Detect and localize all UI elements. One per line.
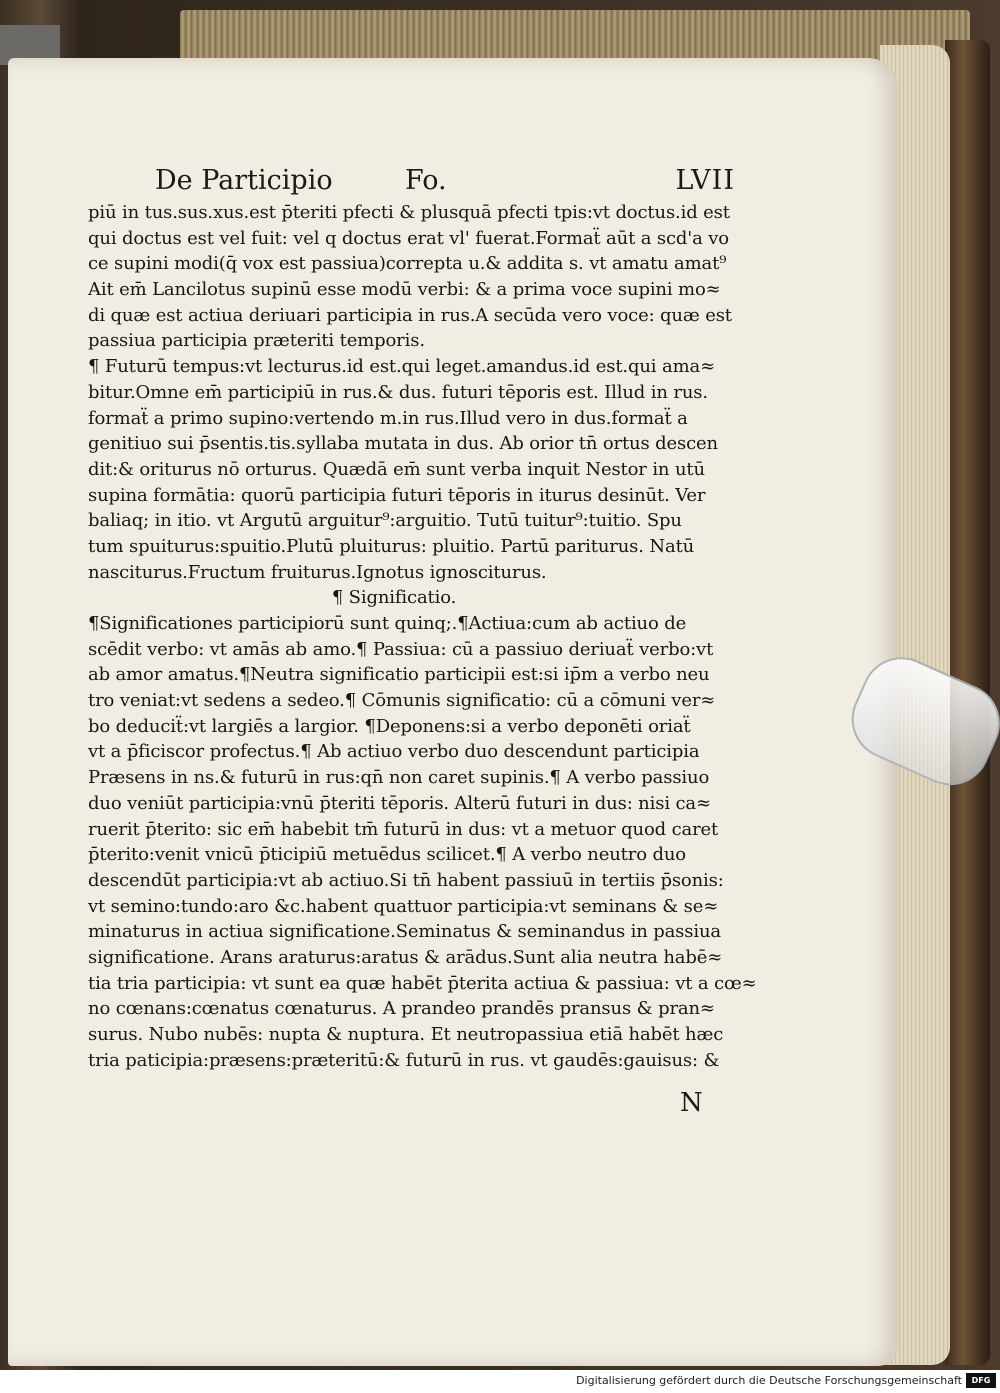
text-line: vt a p̄ficiscor profectus.¶ Ab actiuo verbo duo descendunt participia <box>88 741 700 763</box>
text-line: formaẗ a primo supino:vertendo m.in rus.Illud vero in dus.formaẗ a <box>88 407 688 429</box>
text-line: minaturus in actiua significatione.Seminatus & seminandus in passiua <box>88 921 721 943</box>
footer-credit: Digitalisierung gefördert durch die Deutsche Forschungsgemeinschaft <box>576 1374 962 1387</box>
header-folio-number: LVII <box>675 165 735 196</box>
text-line: qui doctus est vel fuit: vel q doctus erat vl' fuerat.Formaẗ aūt a scd'a vo <box>88 227 729 249</box>
section-heading: ¶ Significatio. <box>331 587 457 609</box>
text-line: duo veniūt participia:vnū p̄teriti tēporis. Alterū futuri in dus: nisi ca≈ <box>88 792 711 814</box>
signature-mark: N <box>680 1088 703 1118</box>
text-line: vt semino:tundo:aro &c.habent quattuor participia:vt seminans & se≈ <box>88 895 719 917</box>
text-line: significatione. Arans araturus:aratus & arādus.Sunt alia neutra habē≈ <box>88 946 723 968</box>
text-line: scēdit verbo: vt amās ab amo.¶ Passiua: cū a passiuo deriuaẗ verbo:vt <box>88 638 714 660</box>
text-line: ab amor amatus.¶Neutra significatio participii est:si ip̄m a verbo neu <box>88 664 710 686</box>
text-line: tum spuiturus:spuitio.Plutū pluiturus: pluitio. Partū pariturus. Natū <box>88 535 695 557</box>
text-line: ¶ Futurū tempus:vt lecturus.id est.qui leget.amandus.id est.qui ama≈ <box>88 356 715 378</box>
text-line: dit:& oriturus nō orturus. Quædā em̄ sunt verba inquit Nestor in utū <box>88 458 705 480</box>
text-line: descendūt participia:vt ab actiuo.Si tn̄ habent passiuū in tertiis p̄sonis: <box>88 869 724 891</box>
text-line: genitiuo sui p̄sentis.tis.syllaba mutata in dus. Ab orior tn̄ ortus descen <box>88 433 719 455</box>
text-line: ce supini modi(q̄ vox est passiua)correpta u.& addita s. vt amatu amat⁹ <box>88 253 727 275</box>
text-line: surus. Nubo nubēs: nupta & nuptura. Et neutropassiua etiā habēt hæc <box>88 1024 724 1045</box>
text-line: tia tria participia: vt sunt ea quæ habēt p̄terita actiua & passiua: vt a cœ≈ <box>88 972 757 994</box>
text-line: passiua participia præteriti temporis. <box>88 330 425 352</box>
text-line: nasciturus.Fructum fruiturus.Ignotus ignosciturus. <box>88 561 547 583</box>
running-header <box>155 165 735 205</box>
text-line: Ait em̄ Lancilotus supinū esse modū verbi: & a prima voce supini mo≈ <box>88 279 721 301</box>
text-line: no cœnans:cœnatus cœnaturus. A prandeo prandēs pransus & pran≈ <box>88 998 715 1020</box>
header-folio-label: Fo. <box>405 165 447 196</box>
body-text <box>88 200 760 1073</box>
text-line: p̄terito:venit vnicū p̄ticipiū metuēdus scilicet.¶ A verbo neutro duo <box>88 844 686 866</box>
text-line: piū in tus.sus.xus.est p̄teriti pfecti & plusquā pfecti tpis:vt doctus.id est <box>88 202 730 223</box>
footer-bar <box>0 1370 1000 1393</box>
text-line: tro veniat:vt sedens a sedeo.¶ Cōmunis significatio: cū a cōmuni ver≈ <box>88 690 716 712</box>
text-line: baliaq; in itio. vt Argutū arguitur⁹:arguitio. Tutū tuitur⁹:tuitio. Spu <box>88 510 682 532</box>
text-line: tria paticipia:præsens:præteritū:& futurū in rus. vt gaudēs:gauisus: & <box>88 1049 720 1071</box>
book-top-edge <box>180 10 970 60</box>
text-line: supina formātia: quorū participia futuri tēporis in iturus desinūt. Ver <box>88 484 706 506</box>
text-line: Præsens in ns.& futurū in rus:qn̄ non caret supinis.¶ A verbo passiuo <box>88 767 710 789</box>
text-line: ruerit p̄terito: sic em̄ habebit tm̄ futurū in dus: vt a metuor quod caret <box>88 818 719 840</box>
text-line: ¶Significationes participiorū sunt quinq;.¶Actiua:cum ab actiuo de <box>88 613 687 634</box>
text-line: di quæ est actiua deriuari participia in rus.A secūda vero voce: quæ est <box>88 304 732 326</box>
header-title: De Participio <box>155 165 333 196</box>
dfg-logo: DFG <box>966 1373 996 1388</box>
text-line: bo deduciẗ:vt largiēs a largior. ¶Deponens:si a verbo deponēti oriaẗ <box>88 715 691 737</box>
text-line: bitur.Omne em̄ participiū in rus.& dus. futuri tēporis est. Illud in rus. <box>88 381 708 403</box>
